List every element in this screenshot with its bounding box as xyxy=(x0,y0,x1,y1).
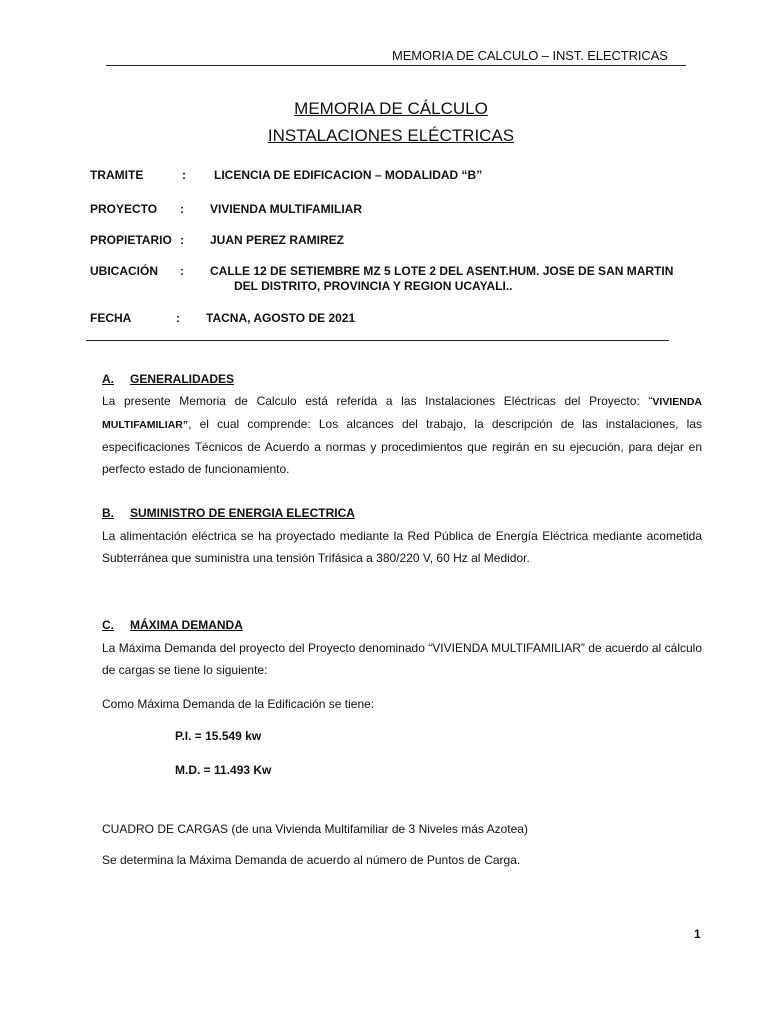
section-a-text-after: , el cual comprende: Los alcances del trabajo, la descripción de las instalaciones, las especificaciones Técnicos de Acuerdo a normas y procedimientos que regirán en su ejecución, para dejar en perfecto estado de funcionamiento. xyxy=(102,417,702,476)
section-c-title: MÁXIMA DEMANDA xyxy=(130,618,243,632)
meta-key-proyecto: PROYECTO xyxy=(90,202,158,216)
installed-power-value: P.I. = 15.549 kw xyxy=(175,729,262,743)
running-header: MEMORIA DE CALCULO – INST. ELECTRICAS xyxy=(392,48,668,63)
meta-key-propietario: PROPIETARIO xyxy=(90,233,172,247)
meta-colon: : xyxy=(180,202,184,216)
meta-key-fecha: FECHA xyxy=(90,311,132,325)
meta-divider xyxy=(86,340,669,341)
section-b-title: SUMINISTRO DE ENERGIA ELECTRICA xyxy=(130,506,355,520)
section-c-paragraph: La Máxima Demanda del proyecto del Proyecto denominado “VIVIENDA MULTIFAMILIAR” de acuerdo al cálculo de cargas se tiene lo siguiente: xyxy=(102,641,702,677)
section-a-text-before: La presente Memoria de Calculo está referida a las Instalaciones Eléctricas del Proyecto: “ xyxy=(102,394,653,408)
section-c-determination: Se determina la Máxima Demanda de acuerdo al número de Puntos de Carga. xyxy=(102,853,521,867)
meta-value-fecha: TACNA, AGOSTO DE 2021 xyxy=(206,311,356,325)
meta-colon: : xyxy=(182,168,186,182)
meta-value-ubicacion-line2: DEL DISTRITO, PROVINCIA Y REGION UCAYALI.. xyxy=(234,279,513,293)
meta-value-propietario: JUAN PEREZ RAMIREZ xyxy=(210,233,345,247)
title-line-1: MEMORIA DE CÁLCULO xyxy=(294,99,488,118)
header-rule xyxy=(106,65,686,66)
title-line-2: INSTALACIONES ELÉCTRICAS xyxy=(267,126,515,145)
section-a-paragraph xyxy=(102,390,702,480)
page-number: 1 xyxy=(694,927,701,941)
meta-colon: : xyxy=(180,264,184,278)
section-b-letter: B. xyxy=(102,506,114,520)
meta-value-ubicacion: CALLE 12 DE SETIEMBRE MZ 5 LOTE 2 DEL ASENT.HUM. JOSE DE SAN MARTIN xyxy=(210,264,674,278)
section-c-intro: Como Máxima Demanda de la Edificación se tiene: xyxy=(102,697,375,711)
meta-key-ubicacion: UBICACIÓN xyxy=(90,264,158,278)
meta-colon: : xyxy=(180,233,184,247)
section-a-letter: A. xyxy=(102,372,114,386)
max-demand-value: M.D. = 11.493 Kw xyxy=(175,763,272,777)
document-title xyxy=(0,99,768,119)
meta-colon: : xyxy=(176,311,180,325)
section-a-title: GENERALIDADES xyxy=(130,372,235,386)
load-table-caption: CUADRO DE CARGAS (de una Vivienda Multifamiliar de 3 Niveles más Azotea) xyxy=(102,822,528,836)
meta-value-tramite: LICENCIA DE EDIFICACION – MODALIDAD “B” xyxy=(214,168,483,182)
document-subtitle xyxy=(0,126,768,146)
meta-key-tramite: TRAMITE xyxy=(90,168,144,182)
section-b-paragraph: La alimentación eléctrica se ha proyectado mediante la Red Pública de Energía Eléctrica mediante acometida Subterránea que suministra una tensión Trifásica a 380/220 V, 60 Hz al Medidor. xyxy=(102,529,702,565)
section-c-letter: C. xyxy=(102,618,114,632)
section-a-emphasis: VIVIENDA MULTIFAMILIAR” xyxy=(102,396,702,431)
meta-value-proyecto: VIVIENDA MULTIFAMILIAR xyxy=(210,202,362,216)
